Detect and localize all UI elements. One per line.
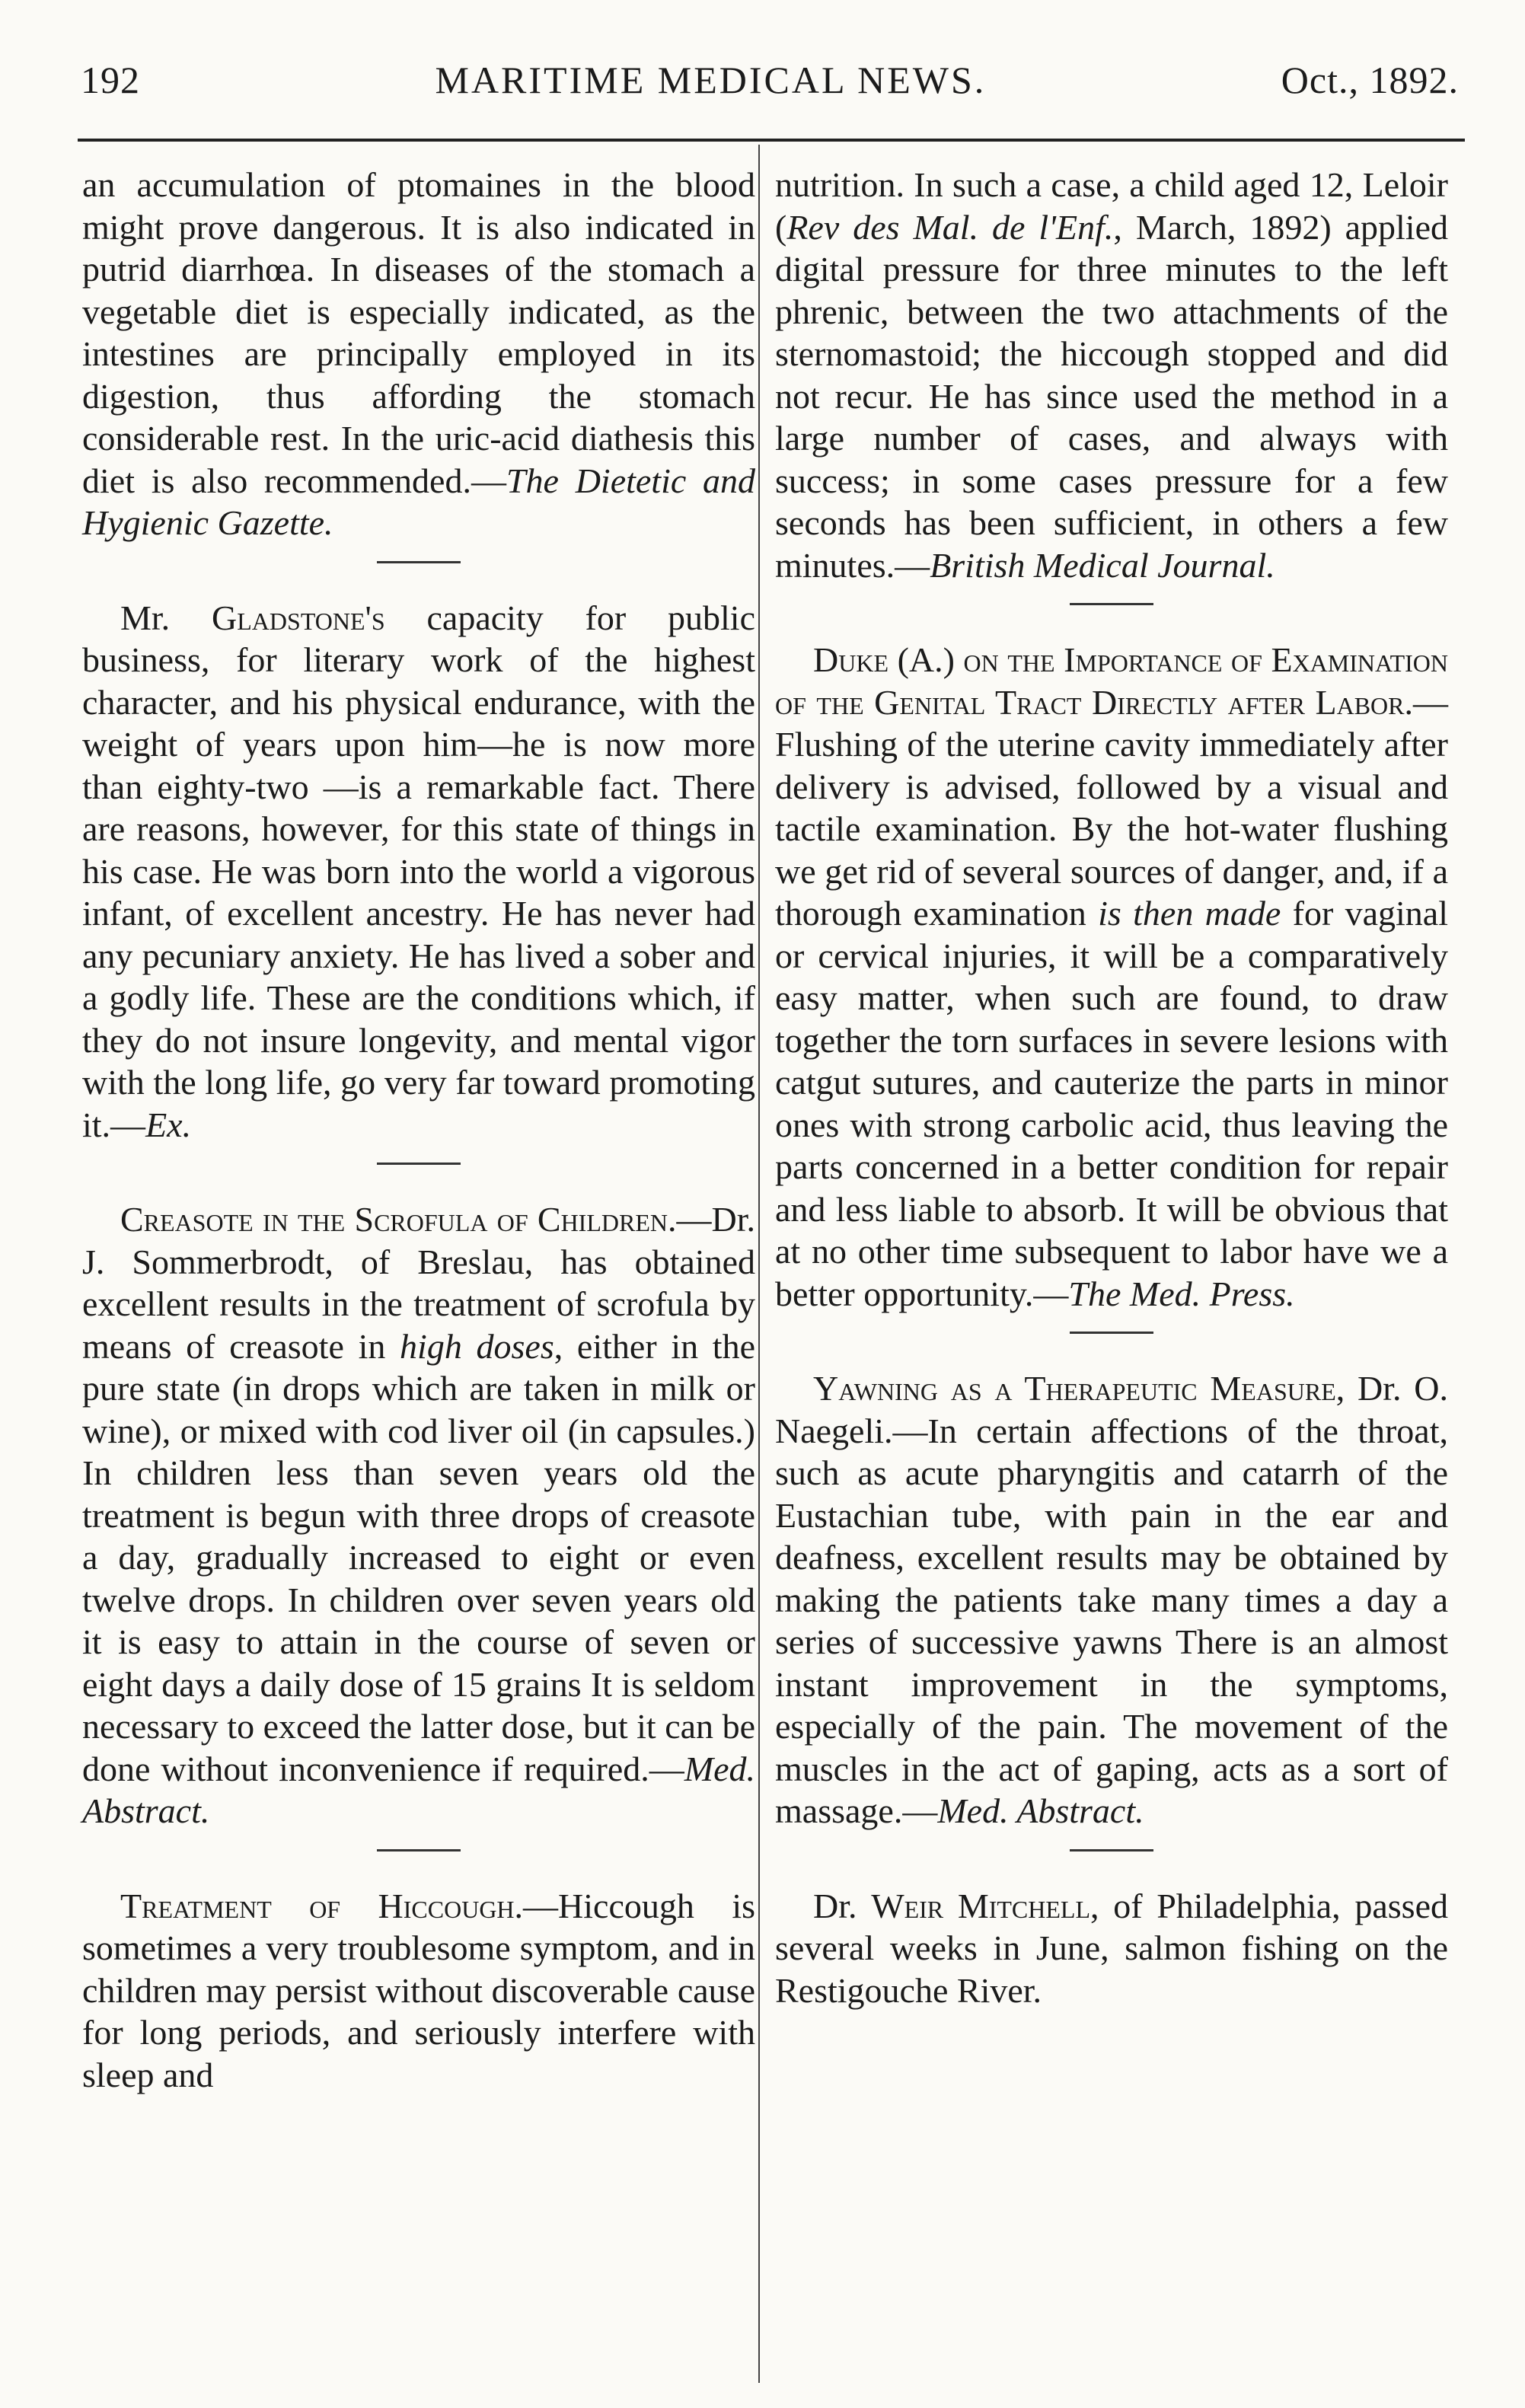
article-hiccough <box>82 1885 755 2097</box>
article-body: , of Philadelphia, passed several weeks in June, salmon fishing on the Restigouche River. <box>775 1886 1448 2010</box>
article-hiccough-continued <box>775 164 1448 586</box>
emphasis: is then made <box>1098 894 1281 933</box>
article-separator <box>377 1163 461 1165</box>
article-separator <box>377 1849 461 1851</box>
column-divider <box>758 145 760 2383</box>
article-title: Duke (A.) on the Importance of Examination of the Genital Tract Directly after Labor. <box>775 640 1448 722</box>
page-number: 192 <box>81 59 140 101</box>
article-source: Ex. <box>145 1105 192 1144</box>
left-column <box>82 164 755 2096</box>
article-diet-continued <box>82 164 755 544</box>
article-body: for vaginal or cervical injuries, it will be a comparatively easy matter, when such are found, to draw together the torn surfaces in severe lesions with catgut sutures, and cauterize the parts in minor ones with strong carbolic acid, thus leaving the parts concerned in a better condition for repair and less liable to absorb. It will be obvious that at no other time subsequent to labor have we a better opportunity.— <box>775 894 1448 1313</box>
header-rule <box>78 139 1465 142</box>
article-yawning <box>775 1367 1448 1832</box>
lead-name: Weir Mitchell <box>871 1886 1091 1925</box>
article-duke <box>775 639 1448 1315</box>
article-source: Med. Abstract. <box>82 1749 755 1830</box>
article-source: British Medical Journal. <box>930 545 1275 585</box>
article-body: , March, 1892) applied digital pressure for three minutes to the left phrenic, between the two attachments of the sternomastoid; the hiccough stopped and did not recur. He has since used the method in a large number of cases, and always with success; in some cases pressure for a few seconds has been sufficient, in others a few minutes.— <box>775 207 1448 585</box>
article-body: —Hiccough is sometimes a very troublesome symptom, and in children may persist without discoverable cause for long periods, and seriously interfere with sleep and <box>82 1886 755 2094</box>
emphasis: high doses <box>400 1326 554 1366</box>
article-separator <box>1070 1849 1153 1851</box>
article-body: , either in the pure state (in drops which are taken in milk or wine), or mixed with cod liver oil (in capsules.) In children less than seven years old the treatment is begun with three drops of creasote a day, gradually increased to eight or even twelve drops. In children over seven years old it is easy to attain in the course of seven or eight days a daily dose of 15 grains It is seldom necessary to exceed the latter dose, but it can be done without inconvenience if required.— <box>82 1326 755 1788</box>
article-gladstone <box>82 597 755 1147</box>
article-title: Yawning as a Therapeutic Measure, <box>813 1369 1345 1408</box>
article-separator <box>377 561 461 563</box>
issue-date: Oct., 1892. <box>1281 59 1459 101</box>
article-mitchell <box>775 1885 1448 2012</box>
lead-name: Gladstone's <box>212 598 385 637</box>
article-creasote <box>82 1198 755 1832</box>
article-body: capacity for public business, for literary work of the highest character, and his physical endurance, with the weight of years upon him—he is now more than eighty-two —is a remarkable fact. There are reasons, however, for this state of things in his case. He was born into the world a vigorous infant, of excellent ancestry. He has never had any pecuniary anxiety. He has lived a sober and a godly life. These are the conditions which, if they do not insure longevity, and mental vigor with the long life, go very far toward promoting it.— <box>82 598 756 1144</box>
article-title: Creasote in the Scrofula of Children. <box>120 1200 677 1239</box>
running-header <box>81 46 1459 114</box>
journal-title: MARITIME MEDICAL NEWS. <box>435 59 987 101</box>
article-body: an accumulation of ptomaines in the blood might prove dangerous. It is also indicated in putrid diarrhœa. In diseases of the stomach a vegetable diet is especially indicated, as the intestines are principally employed in its digestion, thus affording the stomach considerable rest. In the uric-acid diathesis this diet is also recommended.— <box>82 165 755 500</box>
article-source: Med. Abstract. <box>937 1791 1144 1830</box>
article-body: —Dr. J. Sommerbrodt, of Breslau, has obtained excellent results in the treatment of scrofula by means of creasote in <box>82 1200 755 1366</box>
lead-prefix: Dr. <box>813 1886 872 1925</box>
article-source: The Dietetic and Hygienic Gazette. <box>82 461 755 542</box>
article-body: Dr. O. Naegeli.—In certain affections of the throat, such as acute pharyngitis and catarrh of the Eustachian tube, with pain in the ear and deafness, excellent results may be obtained by making the patients take many times a day a series of successive yawns There is an almost instant improvement in the symptoms, especially of the pain. The movement of the muscles in the act of gaping, acts as a sort of massage.— <box>775 1369 1448 1830</box>
right-column <box>775 164 1448 2011</box>
lead-prefix: Mr. <box>120 598 212 637</box>
article-source: The Med. Press. <box>1068 1274 1295 1313</box>
article-body: nutrition. In such a case, a child aged 12, Leloir ( <box>775 165 1448 247</box>
article-title: Treatment of Hiccough. <box>120 1886 524 1925</box>
article-separator <box>1070 1332 1153 1334</box>
citation: Rev des Mal. de l'Enf. <box>786 207 1114 247</box>
article-separator <box>1070 603 1153 605</box>
article-body: —Flushing of the uterine cavity immediately after delivery is advised, followed by a visual and tactile examination. By the hot-water flushing we get rid of several sources of danger, and, if a thorough examination <box>775 682 1448 933</box>
